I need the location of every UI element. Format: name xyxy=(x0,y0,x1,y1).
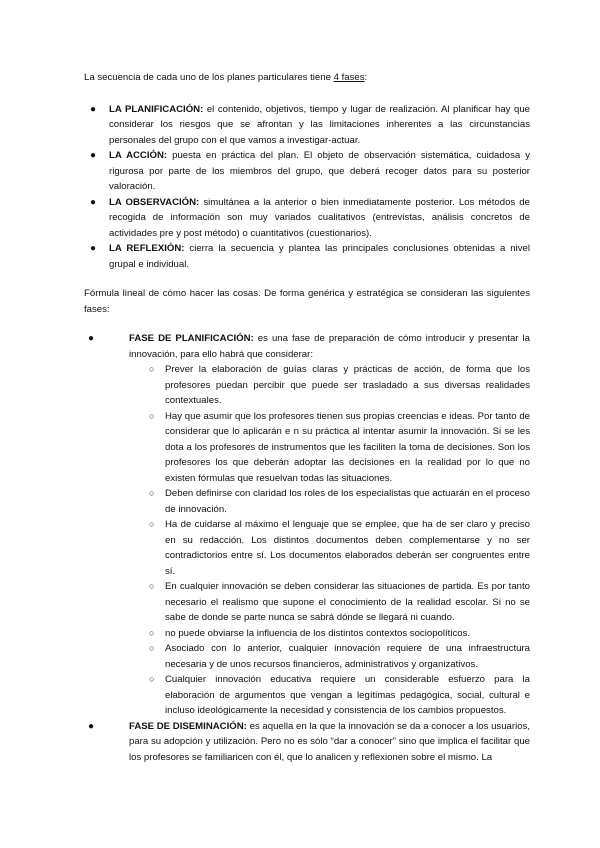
fases-list xyxy=(84,331,530,765)
list-item xyxy=(149,626,530,642)
list-item xyxy=(149,641,530,672)
list-item xyxy=(149,409,530,487)
formula-paragraph: Fórmula lineal de cómo hacer las cosas. De forma genérica y estratégica se consideran las siguientes fases: xyxy=(84,288,530,315)
circle-bullet-icon: ○ xyxy=(149,519,155,529)
phase-title: LA ACCIÓN: xyxy=(109,150,168,161)
list-item xyxy=(149,579,530,626)
intro-underlined: 4 fases xyxy=(333,72,365,83)
list-item xyxy=(84,719,530,766)
intro-paragraph xyxy=(84,70,530,86)
sublist-text: Asociado con lo anterior, cualquier innovación requiere de una infraestructura necesaria y de unos recursos financieros, administrativos y organizativos. xyxy=(165,643,530,670)
list-item xyxy=(84,102,530,149)
sublist-text: Prever la elaboración de guías claras y prácticas de acción, de forma que los profesores puedan percibir que puede ser trasladado a sus diversas realidades contextuales. xyxy=(165,364,530,406)
sublist-text: Deben definirse con claridad los roles de los especialistas que actuarán en el proceso de innovación. xyxy=(165,488,530,515)
sublist-text: no puede obviarse la influencia de los distintos contextos sociopolíticos. xyxy=(165,627,471,639)
list-item xyxy=(149,486,530,517)
intro-colon: : xyxy=(364,72,368,83)
sublist-text: Hay que asumir que los profesores tienen sus propias creencias e ideas. Por tanto de considerar que lo aplicarán e n su práctica al intentar asumir la innovación. Si se les dota a los profesores de instrumentos que les faciliten la toma de decisiones. Son los profesores los que deberán adoptar las decisiones en la realidad por lo que no existen fórmulas que resuelvan todas las situaciones. xyxy=(165,410,530,484)
phase-text: simultánea a la anterior o bien inmediatamente posterior. Los métodos de recogida de información son muy variados cualitativos (entrevistas, análisis concretos de actividades pre y post método) o cuantitativos (cuestionarios). xyxy=(109,196,530,239)
intro-text: La secuencia de cada uno de los planes particulares tiene xyxy=(84,72,334,83)
fase-title: FASE DE PLANIFICACIÓN: xyxy=(129,333,254,344)
phase-title: LA PLANIFICACIÓN: xyxy=(109,103,204,115)
sublist-text: En cualquier innovación se deben considerar las situaciones de partida. Es por tanto necesario el realismo que supone el conocimiento de la realidad escolar. Si no se sabe de donde se parte nunca se sabrá dónde se llegará ni cuando. xyxy=(165,581,530,623)
list-item xyxy=(84,148,530,195)
phases-list xyxy=(84,102,530,273)
sublist-text: Ha de cuidarse al máximo el lenguaje que se emplee, que ha de ser claro y preciso en su redacción. Los distintos documentos deben complementarse y no ser contradictorios entre sí. Los documentos elaborados deberán ser congruentes entre sí. xyxy=(165,519,530,577)
list-item xyxy=(84,195,530,242)
document-body xyxy=(84,70,530,765)
list-item xyxy=(84,241,530,272)
circle-bullet-icon: ○ xyxy=(149,488,155,498)
bullet-icon: ● xyxy=(90,196,97,208)
circle-bullet-icon: ○ xyxy=(149,643,155,653)
bullet-icon: ● xyxy=(88,333,95,344)
phase-text: el contenido, objetivos, tiempo y lugar de realización. Al planificar hay que considerar los riesgos que se afrontan y las limitaciones inherentes a las circunstancias personales del grupo con el que vamos a investigar-actuar. xyxy=(109,103,530,146)
sublist-text: Cualquier innovación educativa requiere un considerable esfuerzo para la elaboración de argumentos que vengan a legítimas pedagógica, social, cultural e incluso ideológicamente la necesidad y consistencia de los cambios propuestos. xyxy=(165,674,530,716)
phase-text: cierra la secuencia y plantea las principales conclusiones obtenidas a nivel grupal e individual. xyxy=(109,243,530,270)
fase-title: FASE DE DISEMINACIÓN: xyxy=(129,720,247,732)
fase-text: es una fase de preparación de cómo introducir y presentar la innovación, para ello habrá que considerar: xyxy=(129,333,530,360)
list-item xyxy=(149,672,530,719)
list-item xyxy=(149,362,530,409)
circle-bullet-icon: ○ xyxy=(149,627,155,638)
circle-bullet-icon: ○ xyxy=(149,581,155,591)
fase-sublist xyxy=(149,362,530,719)
circle-bullet-icon: ○ xyxy=(149,410,155,421)
bullet-icon: ● xyxy=(90,243,97,254)
circle-bullet-icon: ○ xyxy=(149,674,155,684)
circle-bullet-icon: ○ xyxy=(149,364,155,374)
phase-title: LA REFLEXIÓN: xyxy=(109,243,185,254)
bullet-icon: ● xyxy=(90,103,97,115)
phase-title: LA OBSERVACIÓN: xyxy=(109,196,200,208)
list-item xyxy=(149,517,530,579)
fase-text: es aquella en la que la innovación se da a conocer a los usuarios, para su adopción y utilización. Pero no es sólo “dar a conocer” sino que implica el facilitar que los profesores se familiaricen con él, que lo analicen y reflexionen sobre el mismo. La xyxy=(129,720,530,763)
phase-text: puesta en práctica del plan. El objeto de observación sistemática, cuidadosa y rigurosa por parte de los miembros del grupo, que deberá recoger datos para su posterior valoración. xyxy=(109,150,530,192)
bullet-icon: ● xyxy=(90,150,97,161)
list-item xyxy=(84,331,530,719)
bullet-icon: ● xyxy=(88,720,95,732)
